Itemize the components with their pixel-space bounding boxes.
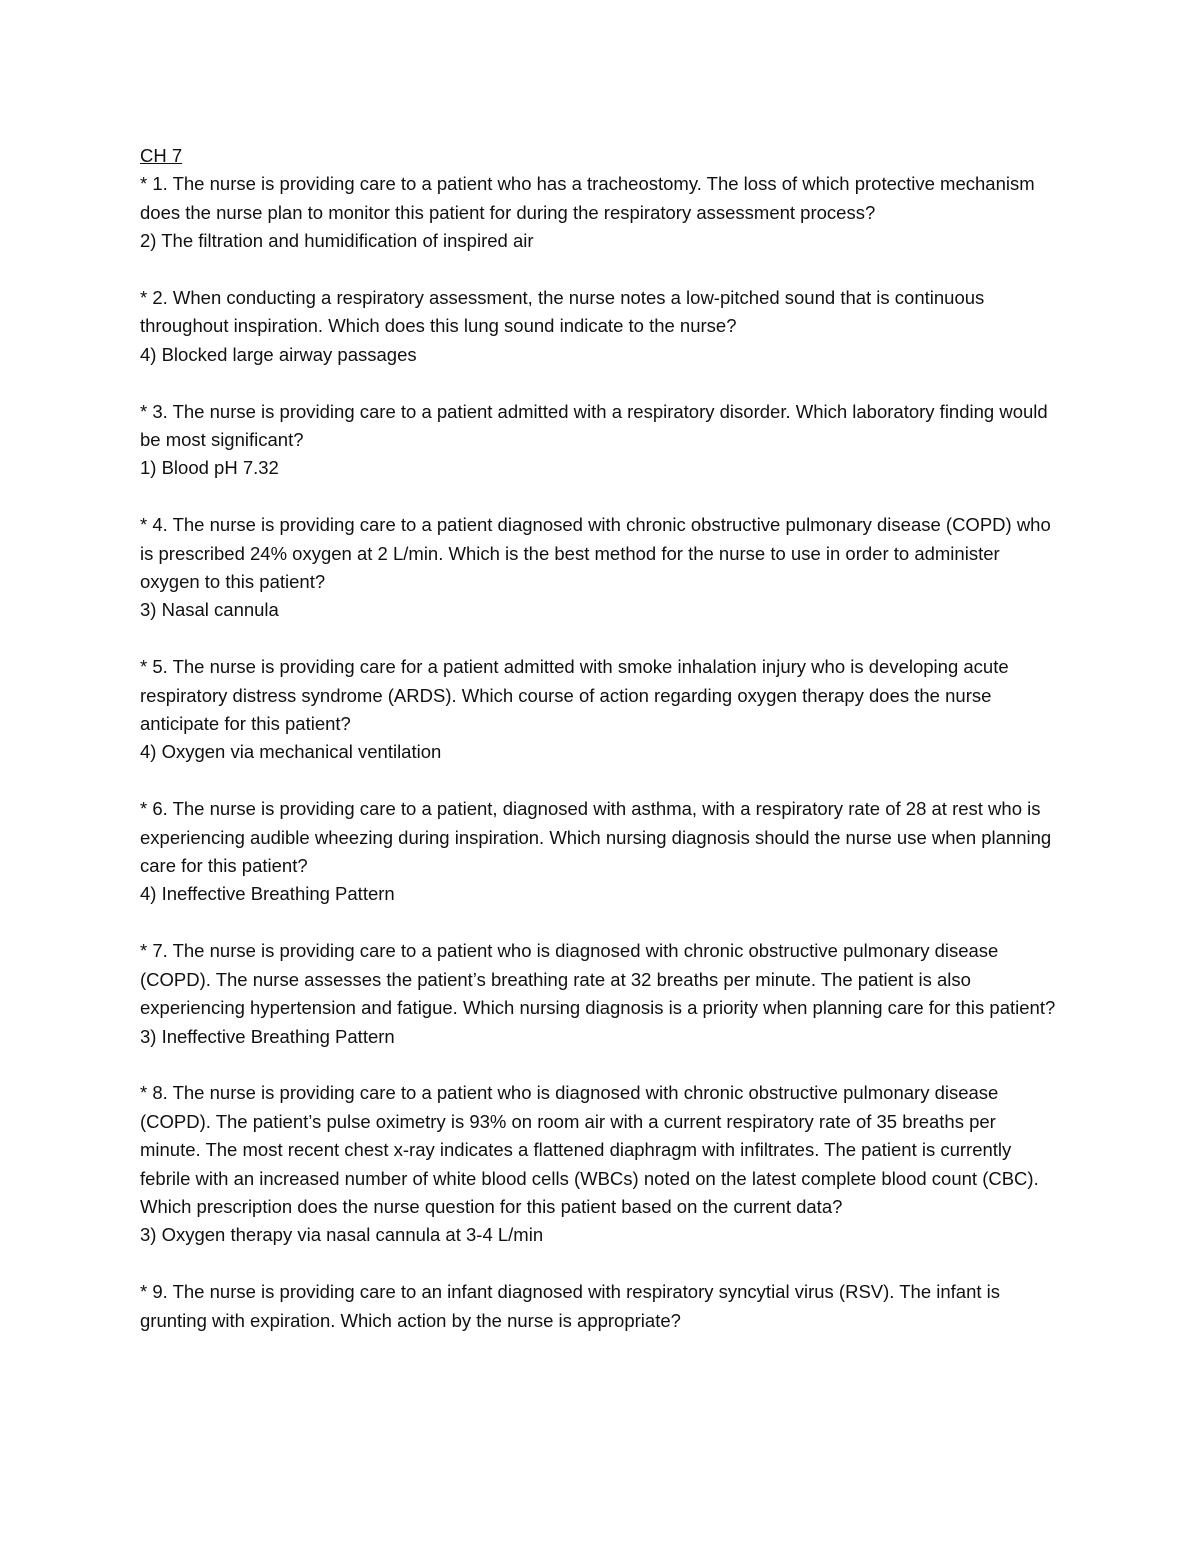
question-number: * 1. [140,173,168,195]
question-item [140,937,1060,1051]
question-text [140,284,1060,341]
question-number: * 5. [140,656,168,678]
question-number: * 9. [140,1281,168,1303]
question-answer: 3) Ineffective Breathing Pattern [140,1025,395,1047]
question-answer: 3) Nasal cannula [140,599,279,621]
question-number: * 6. [140,798,168,820]
question-text [140,1278,1060,1335]
question-item [140,398,1060,483]
question-text [140,398,1060,455]
question-stem: The nurse is providing care to a patient, diagnosed with asthma, with a respiratory rate of 28 at rest who is experiencing audible wheezing during inspiration. Which nursing diagnosis should the nurse use when planning care for this patient? [140,798,1052,877]
question-stem: The nurse is providing care to an infant diagnosed with respiratory syncytial virus (RSV). The infant is grunting with expiration. Which action by the nurse is appropriate? [140,1281,1000,1331]
chapter-heading: CH 7 [140,145,183,166]
question-number: * 4. [140,514,168,536]
question-text [140,170,1060,227]
document-page [140,142,1060,1363]
question-item [140,511,1060,625]
question-answer: 2) The filtration and humidification of inspired air [140,230,534,252]
question-item [140,284,1060,369]
question-stem: The nurse is providing care to a patient admitted with a respiratory disorder. Which laboratory finding would be most significant? [140,400,1048,451]
question-text [140,937,1060,1022]
question-text [140,653,1060,738]
question-stem: When conducting a respiratory assessment, the nurse notes a low-pitched sound that is continuous throughout inspiration. Which does this lung sound indicate to the nurse? [140,287,985,337]
question-stem: The nurse is providing care to a patient who has a tracheostomy. The loss of which protective mechanism does the nurse plan to monitor this patient for during the respiratory assessment process? [140,173,1035,223]
question-number: * 7. [140,940,168,962]
question-answer: 4) Blocked large airway passages [140,343,417,365]
question-text [140,1079,1060,1221]
question-text [140,511,1060,596]
question-answer: 3) Oxygen therapy via nasal cannula at 3-4 L/min [140,1224,544,1246]
question-stem: The nurse is providing care for a patient admitted with smoke inhalation injury who is developing acute respiratory distress syndrome (ARDS). Which course of action regarding oxygen therapy does the nurse anticipate for this patient? [140,656,1009,735]
question-number: * 2. [140,287,168,309]
question-answer: 4) Ineffective Breathing Pattern [140,883,395,905]
question-item [140,653,1060,767]
question-item [140,170,1060,255]
question-stem: The nurse is providing care to a patient who is diagnosed with chronic obstructive pulmonary disease (COPD). The nurse assesses the patient’s breathing rate at 32 breaths per minute. The patient is also experiencing hypertension and fatigue. Which nursing diagnosis is a priority when planning care for this patient? [140,940,1056,1019]
question-item [140,1278,1060,1335]
question-number: * 8. [140,1082,168,1104]
question-answer: 1) Blood pH 7.32 [140,457,279,479]
question-answer: 4) Oxygen via mechanical ventilation [140,741,442,763]
question-stem: The nurse is providing care to a patient diagnosed with chronic obstructive pulmonary disease (COPD) who is prescribed 24% oxygen at 2 L/min. Which is the best method for the nurse to use in order to administer oxygen to this patient? [140,514,1051,593]
question-item [140,1079,1060,1249]
question-text [140,795,1060,880]
question-item [140,795,1060,909]
question-stem: The nurse is providing care to a patient who is diagnosed with chronic obstructive pulmonary disease (COPD). The patient’s pulse oximetry is 93% on room air with a current respiratory rate of 35 breaths per minute. The most recent chest x-ray indicates a flattened diaphragm with infiltrates. The patient is currently febrile with an increased number of white blood cells (WBCs) noted on the latest complete blood count (CBC). Which prescription does the nurse question for this patient based on the current data? [140,1082,1039,1217]
question-number: * 3. [140,400,168,422]
